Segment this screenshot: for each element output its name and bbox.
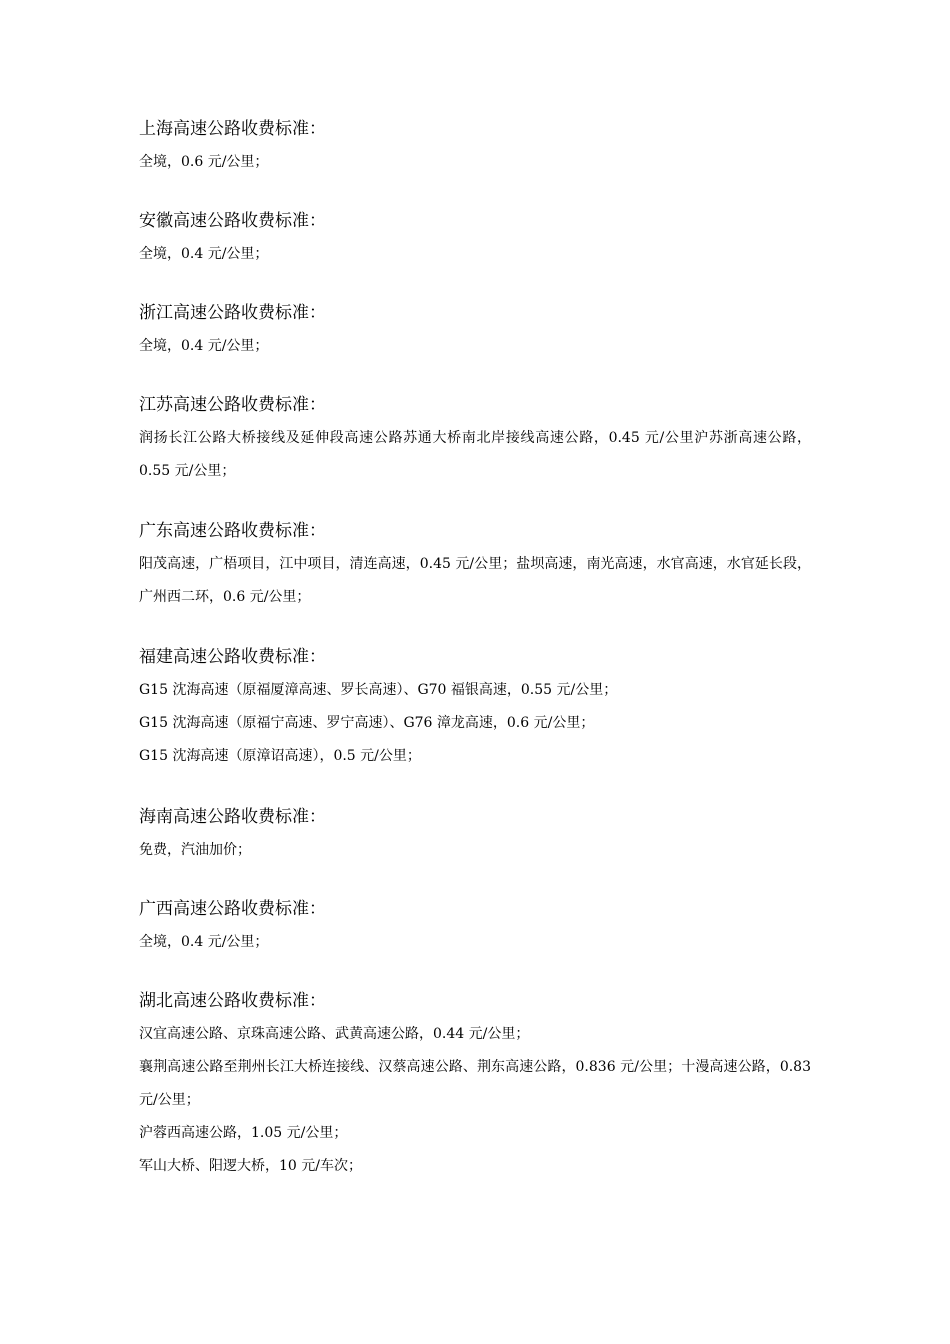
section-fujian bbox=[139, 646, 811, 773]
section-paragraph: 阳茂高速，广梧项目，江中项目，清连高速，0.45 元/公里；盐坝高速，南光高速，水官高速，水官延长段，广州西二环，0.6 元/公里； bbox=[139, 556, 811, 605]
section-heading: 安徽高速公路收费标准： bbox=[139, 211, 326, 231]
section-guangdong bbox=[139, 520, 811, 614]
section-line: G15 沈海高速（原福厦漳高速、罗长高速）、G70 福银高速，0.55 元/公里； bbox=[139, 682, 618, 698]
section-line: 全境，0.4 元/公里； bbox=[139, 338, 269, 354]
section-heading: 上海高速公路收费标准： bbox=[139, 119, 326, 139]
section-paragraph: 襄荆高速公路至荆州长江大桥连接线、汉蔡高速公路、荆东高速公路，0.836 元/公里；十漫高速公路，0.83 元/公里； bbox=[139, 1059, 811, 1108]
section-hubei bbox=[139, 990, 811, 1183]
section-line: 全境，0.6 元/公里； bbox=[139, 154, 269, 170]
section-zhejiang bbox=[139, 302, 811, 363]
section-line: G15 沈海高速（原福宁高速、罗宁高速）、G76 漳龙高速，0.6 元/公里； bbox=[139, 715, 595, 731]
section-heading: 广西高速公路收费标准： bbox=[139, 899, 326, 919]
section-line: 全境，0.4 元/公里； bbox=[139, 246, 269, 262]
section-line: G15 沈海高速（原漳诏高速），0.5 元/公里； bbox=[139, 748, 421, 764]
section-heading: 广东高速公路收费标准： bbox=[139, 521, 326, 541]
section-line: 全境，0.4 元/公里； bbox=[139, 934, 269, 950]
section-line: 沪蓉西高速公路，1.05 元/公里； bbox=[139, 1125, 348, 1141]
section-heading: 海南高速公路收费标准： bbox=[139, 807, 326, 827]
section-shanghai bbox=[139, 118, 811, 179]
section-guangxi bbox=[139, 898, 811, 959]
section-line: 免费，汽油加价； bbox=[139, 842, 251, 858]
section-line: 汉宜高速公路、京珠高速公路、武黄高速公路，0.44 元/公里； bbox=[139, 1026, 530, 1042]
section-line: 军山大桥、阳逻大桥，10 元/车次； bbox=[139, 1158, 362, 1174]
section-heading: 福建高速公路收费标准： bbox=[139, 647, 326, 667]
section-anhui bbox=[139, 210, 811, 271]
section-hainan bbox=[139, 806, 811, 867]
section-paragraph: 润扬长江公路大桥接线及延伸段高速公路苏通大桥南北岸接线高速公路，0.45 元/公里沪苏浙高速公路，0.55 元/公里； bbox=[139, 430, 811, 479]
section-heading: 湖北高速公路收费标准： bbox=[139, 991, 326, 1011]
section-heading: 江苏高速公路收费标准： bbox=[139, 395, 326, 415]
section-jiangsu bbox=[139, 394, 811, 488]
section-heading: 浙江高速公路收费标准： bbox=[139, 303, 326, 323]
